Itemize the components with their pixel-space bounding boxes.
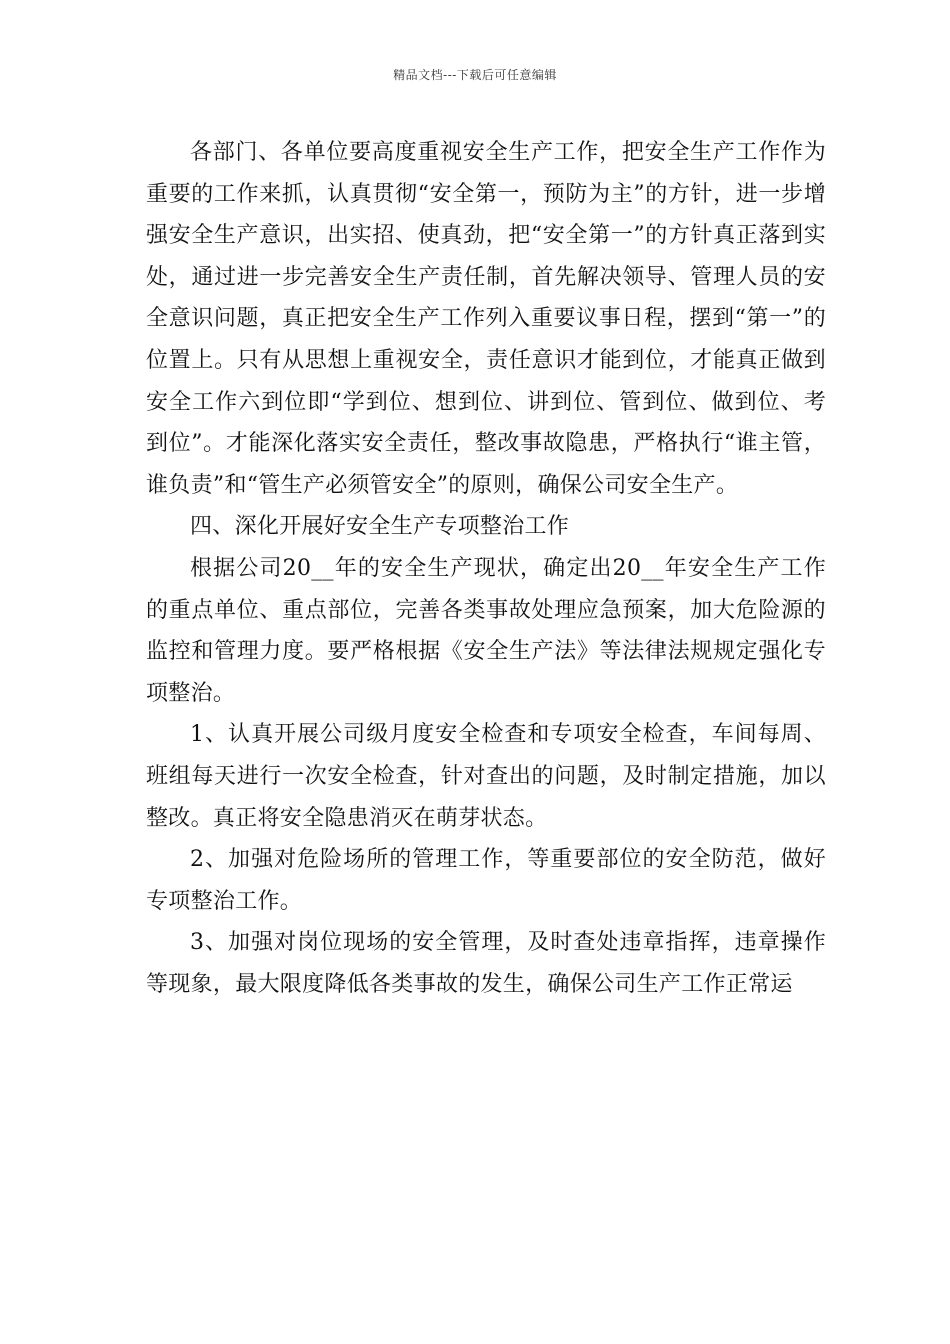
list-item-2: 2、加强对危险场所的管理工作，等重要部位的安全防范，做好专项整治工作。 <box>146 847 826 914</box>
paragraph-current-status: 根据公司20__年的安全生产现状，确定出20__年安全生产工作的重点单位、重点部位，完善各类事故处理应急预案，加大危险源的监控和管理力度。要严格根据《安全生产法》等法律法规规定强化专项整治。 <box>146 555 826 706</box>
page-header: 精品文档---下载后可任意编辑 <box>393 68 557 82</box>
section-heading: 四、深化开展好安全生产专项整治工作 <box>190 514 570 540</box>
list-item-3: 3、加强对岗位现场的安全管理，及时查处违章指挥，违章操作等现象，最大限度降低各类事故的发生，确保公司生产工作正常运 <box>146 930 826 997</box>
list-item-1: 1、认真开展公司级月度安全检查和专项安全检查，车间每周、班组每天进行一次安全检查，针对查出的问题，及时制定措施，加以整改。真正将安全隐患消灭在萌芽状态。 <box>146 722 826 831</box>
document-body <box>146 132 826 1005</box>
paragraph-safety-priority: 各部门、各单位要高度重视安全生产工作，把安全生产工作作为重要的工作来抓，认真贯彻“安全第一，预防为主”的方针，进一步增强安全生产意识，出实招、使真劲，把“安全第一”的方针真正落到实处，通过进一步完善安全生产责任制，首先解决领导、管理人员的安全意识问题，真正把安全生产工作列入重要议事日程，摆到“第一”的位置上。只有从思想上重视安全，责任意识才能到位，才能真正做到安全工作六到位即“学到位、想到位、讲到位、管到位、做到位、考到位”。才能深化落实安全责任，整改事故隐患，严格执行“谁主管，谁负责”和“管生产必须管安全”的原则，确保公司安全生产。 <box>146 140 826 498</box>
